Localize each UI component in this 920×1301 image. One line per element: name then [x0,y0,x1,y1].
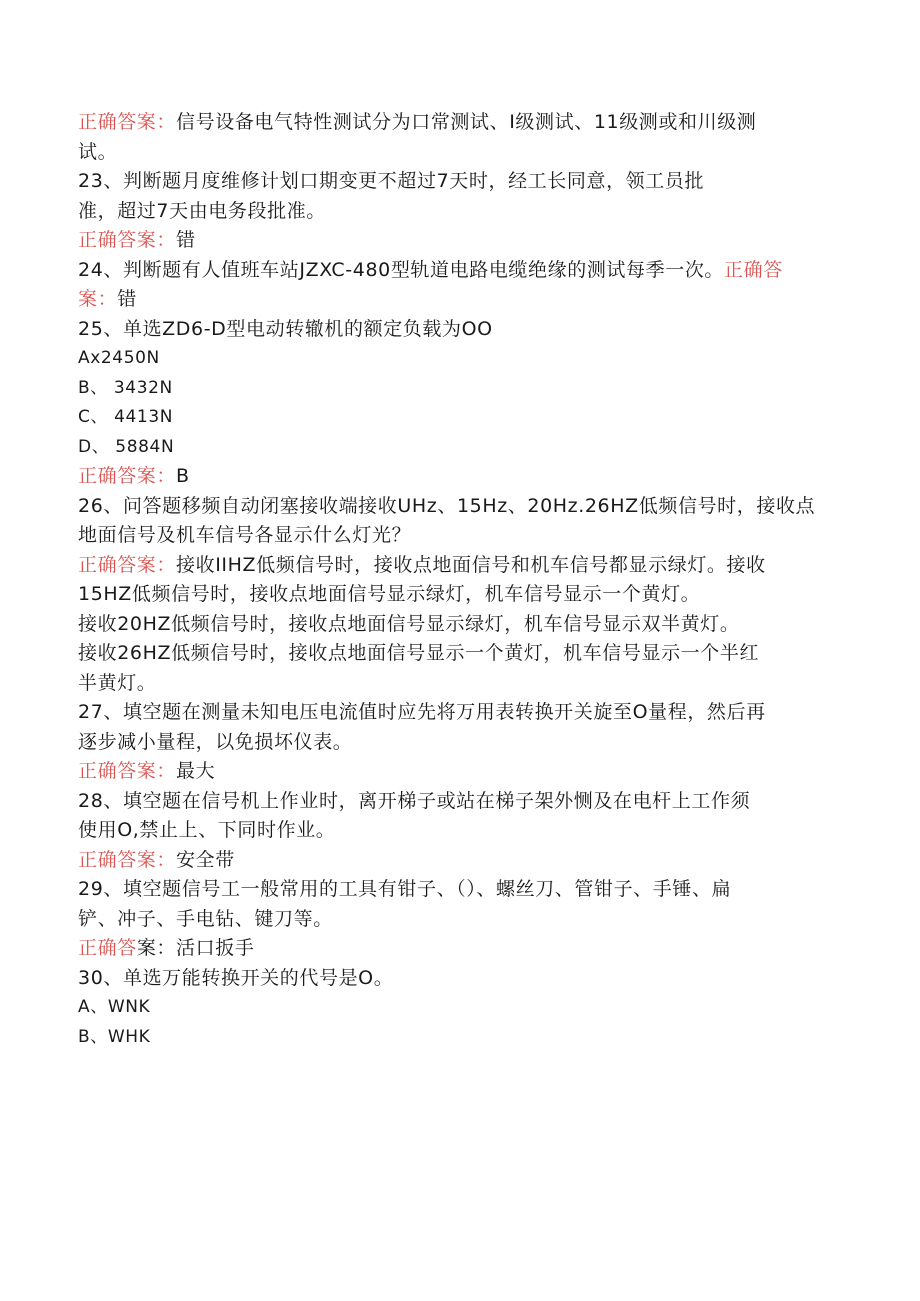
answer-label: 正确答 [78,937,137,959]
answer-text: 接收IIHZ低频信号时，接收点地面信号和机车信号都显示绿灯。接收 [176,553,766,576]
option-line [78,403,838,433]
option-line [78,344,838,374]
option-text: B、WHK [78,1026,151,1047]
line-text: 准，超过7天由电务段批准。 [78,199,326,222]
line-text: 30、单选万能转换开关的代号是O。 [78,966,394,989]
line-text: 接收20HZ低频信号时，接收点地面信号显示绿灯，机车信号显示双半黄灯。 [78,612,740,635]
line-text: 24、判断题有人值班车站JZXC-480型轨道电路电缆绝缘的测试每季一次。 [78,258,725,281]
option-line [78,433,838,463]
answer-label: 正确答案： [78,465,177,487]
answer-label: 案： [78,288,118,310]
line-text: 15HZ低频信号时，接收点地面信号显示绿灯，机车信号显示一个黄灯。 [78,583,701,605]
answer-line [78,226,838,256]
answer-label: 正确答案： [78,553,177,576]
answer-label: 正确答案： [78,760,177,782]
text-line [78,521,838,551]
text-line [78,816,838,846]
option-text: C、 4413N [78,407,174,427]
line-text: 半黄灯。 [78,671,157,694]
answer-text: 错 [176,229,196,251]
line-text: 23、判断题月度维修计划口期变更不超过7天时，经工长同意，领工员批 [78,170,705,192]
answer-text: 最大 [176,760,216,782]
line-text: 25、单选ZD6-D型电动转辙机的额定负载为OO [78,317,493,340]
option-text: A、WNK [78,997,151,1017]
document-page [78,108,838,1052]
answer-text: 案：活口扳手 [136,937,255,959]
answer-text: 错 [117,288,137,310]
answer-text: 安全带 [176,848,235,871]
question-line [78,787,838,817]
question-line [78,698,838,728]
answer-line [78,551,838,581]
line-text: 地面信号及机车信号各显示什么灯光？ [78,524,412,546]
line-text: 逐步减小量程，以免损坏仪表。 [78,730,353,753]
answer-line [78,285,838,315]
line-text: 28、填空题在信号机上作业时，离开梯子或站在梯子架外恻及在电杆上工作须 [78,789,751,812]
option-line [78,1023,838,1053]
answer-label: 正确答案： [78,111,177,133]
answer-line [78,934,838,964]
line-text: 信号设备电气特性测试分为口常测试、I级测试、11级测或和川级测 [176,111,757,133]
answer-line [78,757,838,787]
answer-label: 正确答案： [78,848,177,871]
text-line [78,108,838,138]
line-text: 29、填空题信号工一般常用的工具有钳子、（）、螺丝刀、管钳子、手锤、扁 [78,878,732,900]
option-line [78,993,838,1023]
option-text: Ax2450N [78,348,160,368]
line-text: 试。 [78,140,118,163]
text-line [78,728,838,758]
answer-label: 正确答 [724,258,783,281]
line-text: 铲、冲子、手电钻、键刀等。 [78,907,333,930]
question-line [78,315,838,345]
text-line [78,905,838,935]
question-line [78,492,838,522]
line-text: 接收26HZ低频信号时，接收点地面信号显示一个黄灯，机车信号显示一个半红 [78,642,760,664]
option-text: D、 5884N [78,436,175,457]
answer-text: B [176,465,190,487]
answer-line [78,462,838,492]
text-line [78,639,838,669]
text-line [78,580,838,610]
line-text: 27、填空题在测量未知电压电流值时应先将万用表转换开关旋至O量程，然后再 [78,701,766,723]
question-line [78,964,838,994]
option-line [78,374,838,404]
text-line [78,610,838,640]
question-line [78,167,838,197]
text-line [78,669,838,699]
answer-line [78,846,838,876]
text-line [78,138,838,168]
line-text: 26、问答题移频自动闭塞接收端接收UHz、15Hz、20Hz.26HZ低频信号时，接收点 [78,494,816,517]
text-line [78,197,838,227]
option-text: B、 3432N [78,377,173,398]
question-line [78,256,838,286]
question-line [78,875,838,905]
line-text: 使用O,禁止上、下同时作业。 [78,819,336,841]
answer-label: 正确答案： [78,229,177,251]
